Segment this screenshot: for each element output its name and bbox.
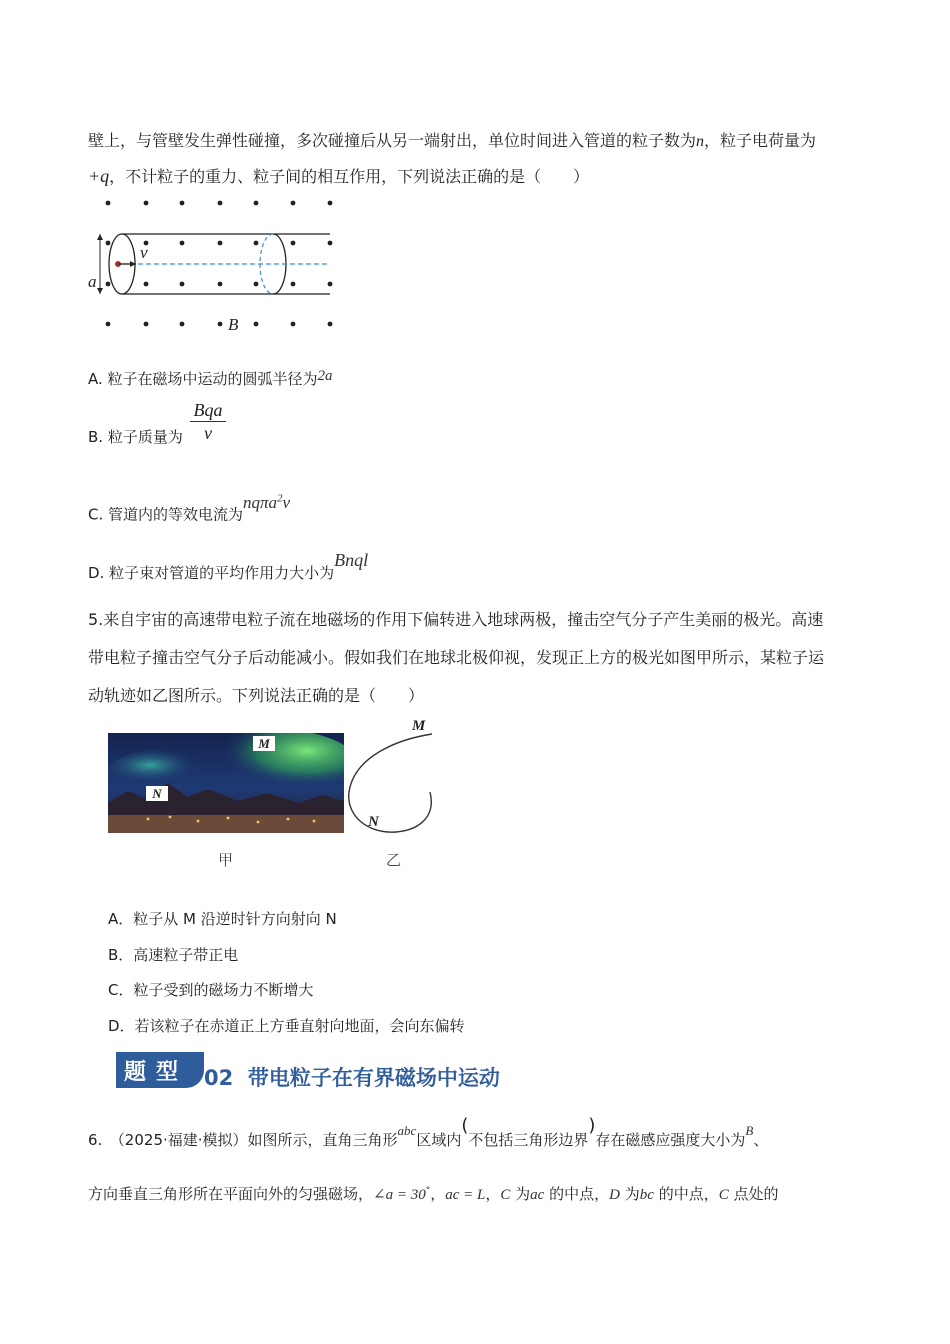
q6-line1: 6. （2025·福建·模拟）如图所示，直角三角形abc区域内(不包括三角形边界)存在磁感应强度大小为B、 [88, 1115, 769, 1149]
pipe-figure [86, 190, 346, 340]
q5-line3: 动轨迹如乙图所示。下列说法正确的是（ ） [88, 686, 425, 705]
q5-option-b: B．高速粒子带正电 [108, 946, 239, 964]
q4-option-c: C. 管道内的等效电流为nqπa$^2$v [88, 492, 291, 524]
radius-label: a [88, 272, 97, 291]
q5-line2: 带电粒子撞击空气分子后动能减小。假如我们在地球北极仰视，发现正上方的极光如图甲所示，某粒子运 [88, 648, 825, 667]
velocity-label: v [140, 243, 148, 262]
caption-left: 甲 [218, 851, 234, 869]
q4-line1: 壁上，与管壁发生弹性碰撞，多次碰撞后从另一端射出，单位时间进入管道的粒子数为n，粒子电荷量为 [88, 131, 817, 150]
trajectory-label-n: N [368, 814, 379, 830]
trajectory-curve [349, 734, 432, 832]
q5-option-d: D．若该粒子在赤道正上方垂直射向地面，会向东偏转 [108, 1017, 465, 1035]
q4-line2: +q，不计粒子的重力、粒子间的相互作用，下列说法正确的是（ ） [88, 166, 590, 186]
photo-label-n: N [152, 786, 162, 801]
section-tag: 题型 [124, 1059, 189, 1085]
q5-option-a: A．粒子从 M 沿逆时针方向射向 N [108, 910, 337, 928]
section-title: 02 带电粒子在有界磁场中运动 [204, 1066, 500, 1090]
caption-right: 乙 [386, 851, 402, 869]
trajectory-label-m: M [412, 718, 426, 734]
field-label: B [228, 315, 239, 334]
q5-line1: 5.来自宇宙的高速带电粒子流在地磁场的作用下偏转进入地球两极，撞击空气分子产生美丽的极光。高速 [88, 610, 824, 629]
charge-symbol: +q [88, 166, 110, 186]
q4-option-b: B. 粒子质量为 [88, 428, 183, 446]
q6-line2: 方向垂直三角形所在平面向外的匀强磁场，∠a = 30°，ac = L，C 为ac 的中点，D 为bc 的中点，C 点处的 [88, 1185, 779, 1203]
trajectory-figure [344, 712, 440, 838]
q5-option-c: C．粒子受到的磁场力不断增大 [108, 981, 314, 999]
photo-label-m: M [258, 736, 270, 751]
q4-option-a: A. 粒子在磁场中运动的圆弧半径为2a [88, 368, 333, 388]
mass-fraction: Bqa v [190, 399, 226, 444]
q4-option-d: D. 粒子束对管道的平均作用力大小为Bnql [88, 550, 369, 582]
aurora-photo [108, 733, 344, 833]
